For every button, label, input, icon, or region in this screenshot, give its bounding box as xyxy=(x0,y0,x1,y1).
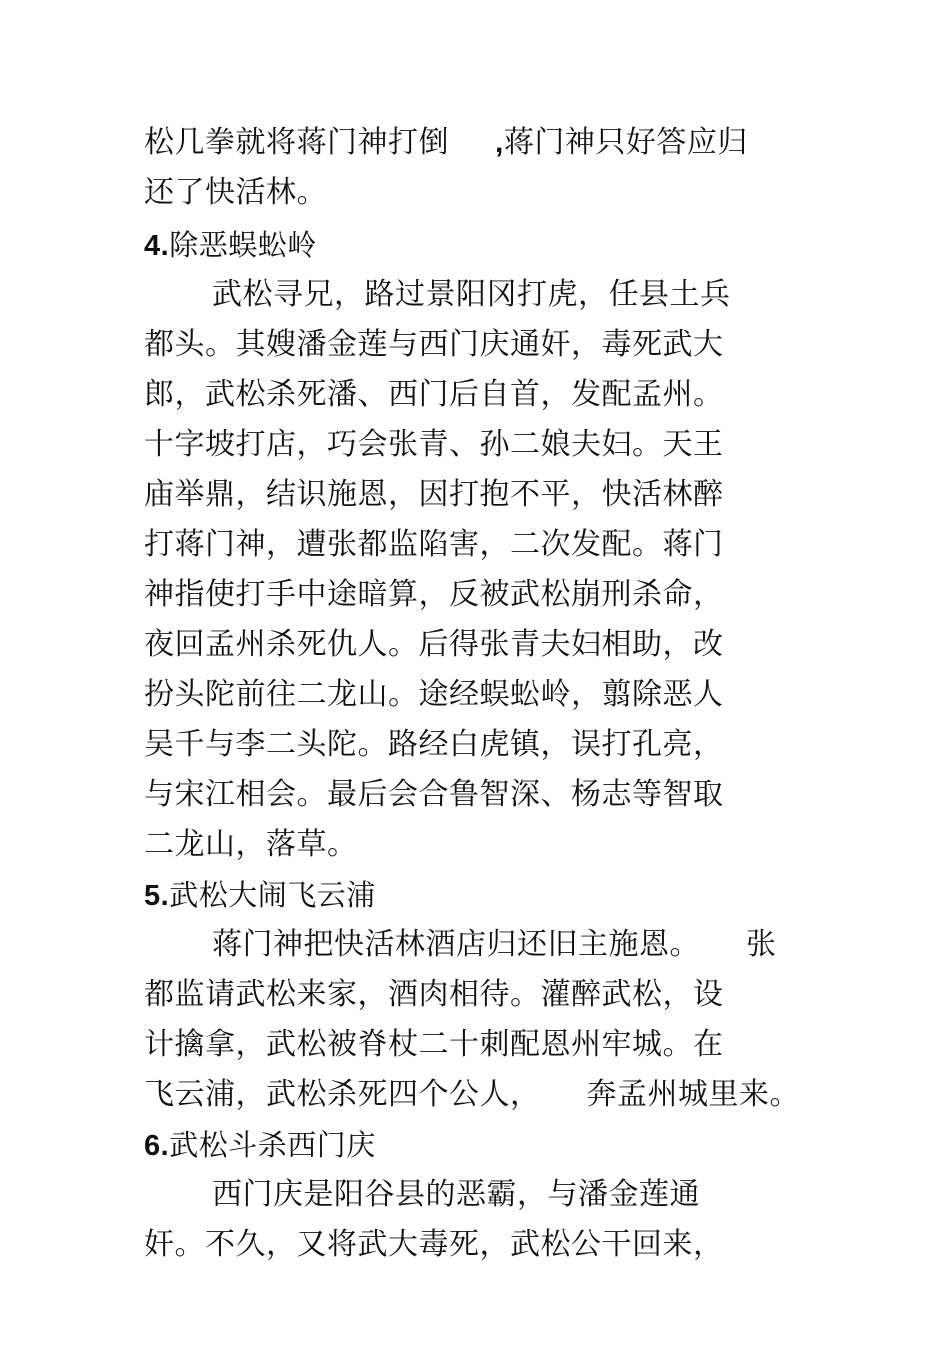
section-number: 6. xyxy=(144,1130,170,1162)
section-heading xyxy=(144,1120,376,1170)
section-number: 5. xyxy=(144,880,170,912)
text-line: 十字坡打店，巧会张青、孙二娘夫妇。天王 xyxy=(144,427,724,462)
text-line: 庙举鼎，结识施恩，因打抱不平，快活林醉 xyxy=(144,477,724,512)
section-heading xyxy=(144,220,317,270)
text-line: 二龙山，落草。 xyxy=(144,827,358,862)
text-line: 神指使打手中途暗算，反被武松崩刑杀命， xyxy=(144,577,724,612)
text-line: 都头。其嫂潘金莲与西门庆通奸，毒死武大 xyxy=(144,327,724,362)
text-line xyxy=(144,1070,800,1120)
text-line: 计擒拿，武松被脊杖二十刺配恩州牢城。在 xyxy=(144,1027,724,1062)
text-line: 打蒋门神，遭张都监陷害，二次发配。蒋门 xyxy=(144,527,724,562)
section-heading xyxy=(144,870,376,920)
text-segment: 还了快活林。 xyxy=(144,175,327,210)
text-segment: 奔孟州城里来。 xyxy=(586,1077,800,1112)
paragraph-first-line xyxy=(212,920,777,970)
text-line xyxy=(144,168,327,218)
paragraph-first-line: 武松寻兄，路过景阳冈打虎，任县土兵 xyxy=(212,277,731,312)
section-title: 除恶蜈蚣岭 xyxy=(169,228,317,262)
text-line: 吴千与李二头陀。路经白虎镇，误打孔亮， xyxy=(144,727,724,762)
text-segment: 飞云浦，武松杀死四个公人， xyxy=(144,1077,541,1112)
text-line: 扮头陀前往二龙山。途经蜈蚣岭，翦除恶人 xyxy=(144,677,724,712)
text-line: 夜回孟州杀死仇人。后得张青夫妇相助，改 xyxy=(144,627,724,662)
punctuation: , xyxy=(495,126,504,159)
text-segment: 松几拳就将蒋门神打倒 xyxy=(144,125,449,160)
section-number: 4. xyxy=(144,230,170,262)
text-line: 与宋江相会。最后会合鲁智深、杨志等智取 xyxy=(144,777,724,812)
text-segment: 蒋门神把快活林酒店归还旧主施恩。 xyxy=(212,927,700,962)
text-segment: 蒋门神只好答应归 xyxy=(503,125,748,160)
text-line: 都监请武松来家，酒肉相待。灌醉武松，设 xyxy=(144,977,724,1012)
paragraph-first-line: 西门庆是阳谷县的恶霸，与潘金莲通 xyxy=(212,1177,700,1212)
text-line xyxy=(144,118,748,168)
text-line: 郎，武松杀死潘、西门后自首，发配孟州。 xyxy=(144,377,724,412)
text-line: 奸。不久，又将武大毒死，武松公干回来， xyxy=(144,1227,724,1262)
section-title: 武松斗杀西门庆 xyxy=(169,1128,376,1162)
text-segment: 张 xyxy=(746,927,777,962)
section-title: 武松大闹飞云浦 xyxy=(169,878,376,912)
